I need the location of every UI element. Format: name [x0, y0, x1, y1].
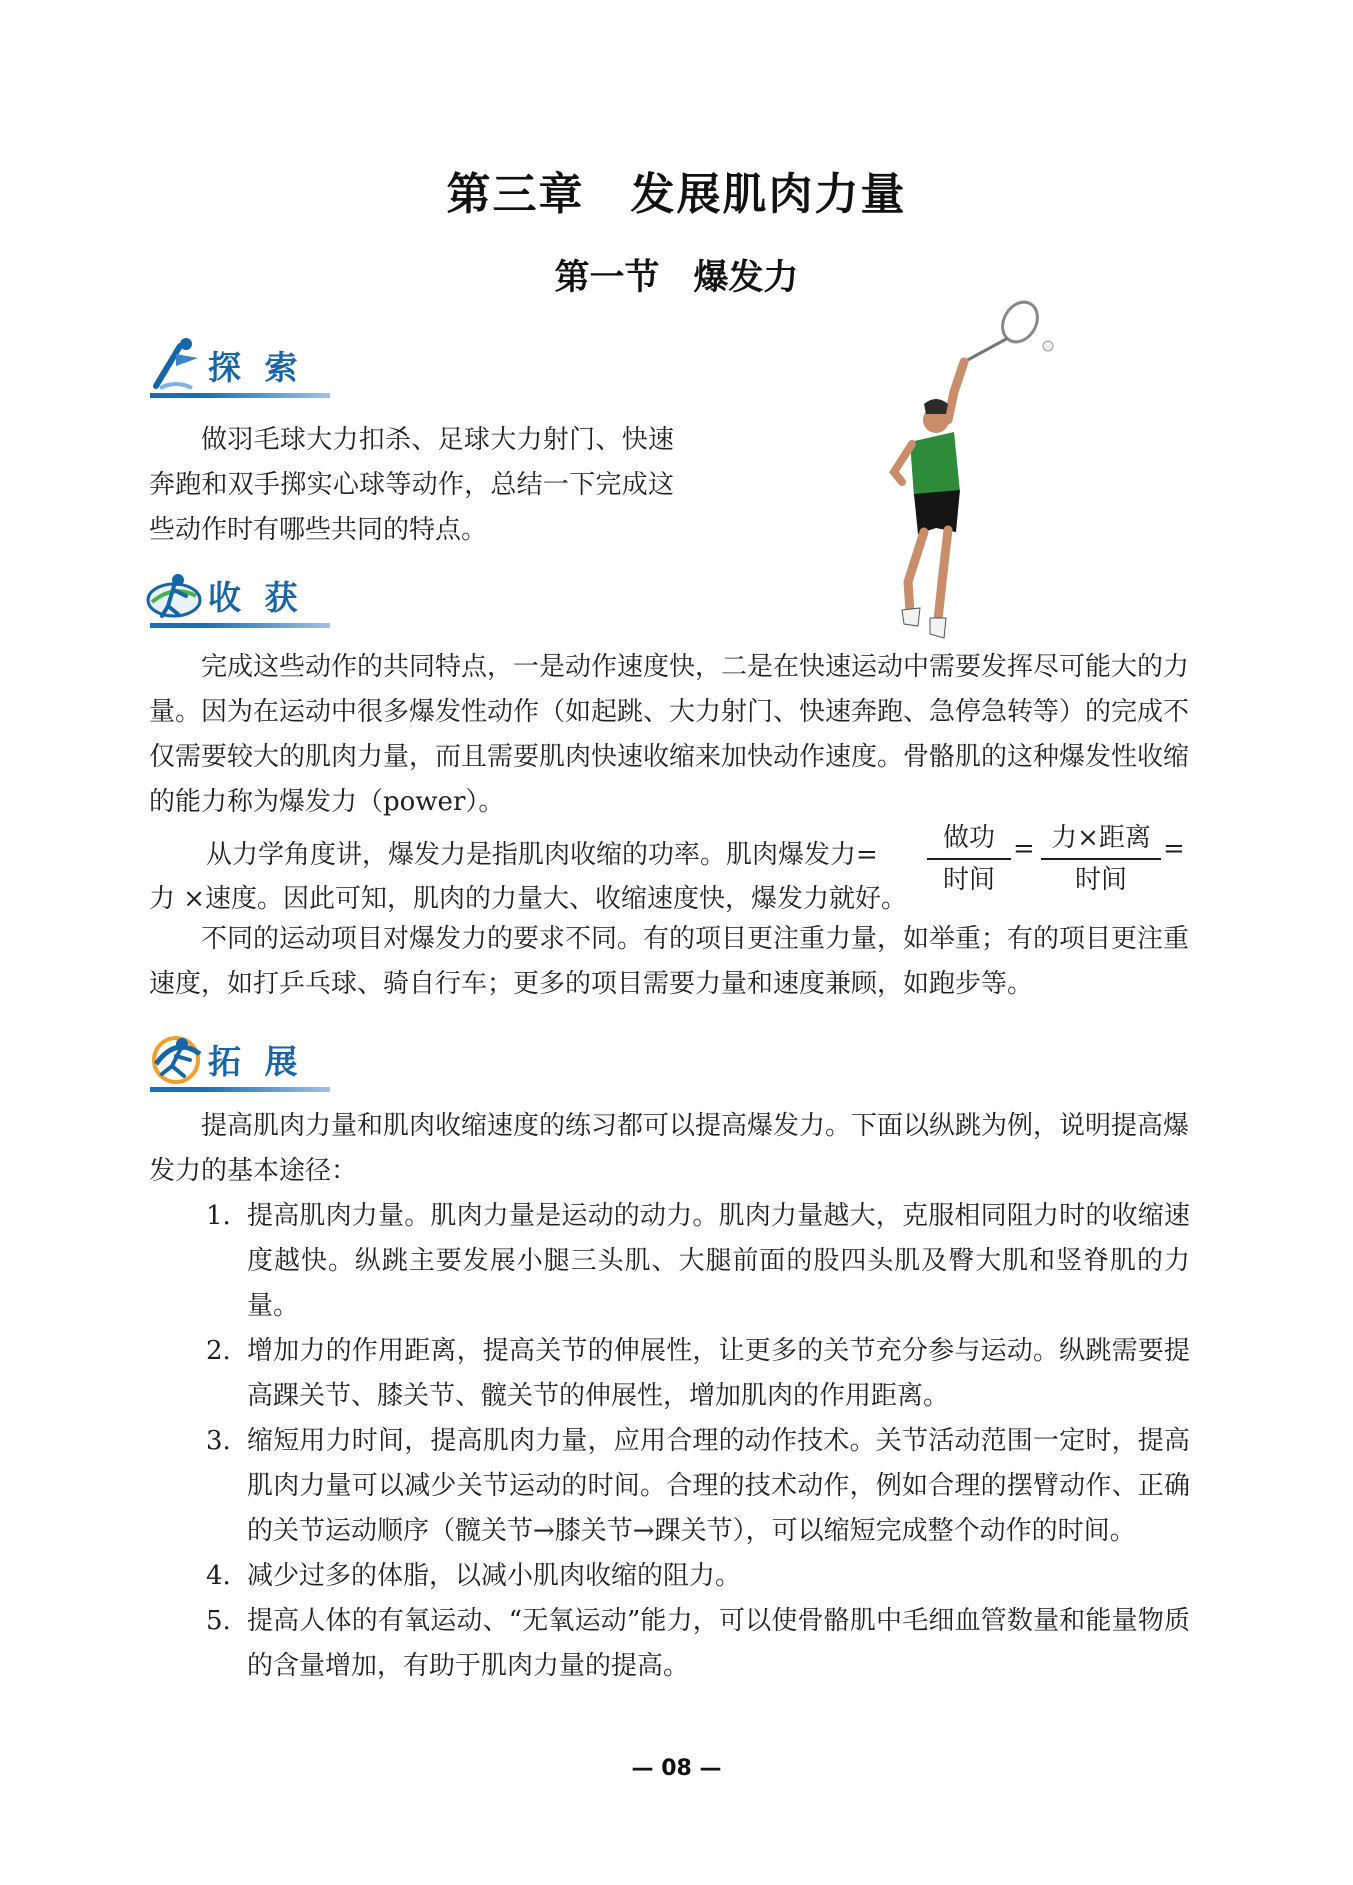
section-name: 爆发力	[693, 257, 799, 298]
explore-label: 探 索	[208, 348, 304, 387]
equals-sign-1: =	[1013, 834, 1035, 864]
formula-lead-text: 从力学角度讲，爆发力是指肌肉收缩的功率。肌肉爆发力=	[206, 840, 878, 870]
harvest-underline	[150, 623, 330, 628]
list-item: 1. 提高肌肉力量。肌肉力量是运动的动力。肌肉力量越大，克服相同阻力时的收缩速度越快。纵跳主要发展小腿三头肌、大腿前面的股四头肌及臀大肌和竖脊肌的力量。	[206, 1201, 1190, 1321]
list-item: 4. 减少过多的体脂，以减小肌肉收缩的阻力。	[206, 1561, 742, 1591]
power-formula	[149, 818, 1189, 914]
explore-header	[146, 336, 336, 400]
chapter-number: 第三章	[446, 169, 585, 220]
expand-list	[200, 1194, 1190, 1689]
explore-text: 做羽毛球大力扣杀、足球大力射门、快速奔跑和双手掷实心球等动作，总结一下完成这些动作时有哪些共同的特点。	[149, 425, 674, 545]
chapter-title	[0, 158, 1353, 222]
harvest-paragraph-1: 完成这些动作的共同特点，一是动作速度快，二是在快速运动中需要发挥尽可能大的力量。因为在运动中很多爆发性动作（如起跳、大力射门、快速奔跑、急停急转等）的完成不仅需要较大的肌肉力量，而且需要肌肉快速收缩来加快动作速度。骨骼肌的这种爆发性收缩的能力称为爆发力（power）。	[149, 652, 1190, 817]
list-item: 2. 增加力的作用距离，提高关节的伸展性，让更多的关节充分参与运动。纵跳需要提高踝关节、膝关节、髋关节的伸展性，增加肌肉的作用距离。	[206, 1336, 1190, 1411]
expand-underline	[150, 1087, 330, 1092]
fraction-work-over-time	[927, 818, 1011, 900]
expand-header	[146, 1030, 336, 1094]
expand-icon	[146, 1030, 210, 1090]
harvest-icon	[146, 566, 210, 626]
equals-sign-2: =	[1163, 834, 1185, 864]
harvest-header	[146, 566, 336, 630]
formula-tail-text: 力 ×速度。因此可知，肌肉的力量大、收缩速度快，爆发力就好。	[149, 884, 908, 914]
list-item: 3. 缩短用力时间，提高肌肉力量，应用合理的动作技术。关节活动范围一定时，提高肌肉力量可以减少关节运动的时间。合理的技术动作，例如合理的摆臂动作、正确的关节运动顺序（髋关节→膝关节→踝关节），可以缩短完成整个动作的时间。	[206, 1426, 1190, 1546]
badminton-player-image	[880, 292, 1070, 642]
explore-icon	[146, 336, 210, 396]
expand-intro: 提高肌肉力量和肌肉收缩速度的练习都可以提高爆发力。下面以纵跳为例，说明提高爆发力的基本途径：	[149, 1111, 1190, 1186]
page-number: — 08 —	[631, 1756, 722, 1781]
fraction-2-numerator: 力×距离	[1051, 823, 1151, 853]
section-number: 第一节	[554, 257, 660, 298]
list-item: 5. 提高人体的有氧运动、“无氧运动”能力，可以使骨骼肌中毛细血管数量和能量物质的含量增加，有助于肌肉力量的提高。	[206, 1606, 1190, 1681]
fraction-force-distance-over-time	[1041, 818, 1161, 900]
chapter-name: 发展肌肉力量	[630, 169, 907, 220]
fraction-1-numerator: 做功	[942, 823, 995, 853]
fraction-2-denominator: 时间	[1074, 865, 1127, 895]
explore-underline	[150, 393, 330, 398]
harvest-paragraph-3: 不同的运动项目对爆发力的要求不同。有的项目更注重力量，如举重；有的项目更注重速度，如打乒乓球、骑自行车；更多的项目需要力量和速度兼顾，如跑步等。	[149, 924, 1190, 999]
fraction-1-denominator: 时间	[942, 865, 995, 895]
harvest-label: 收 获	[208, 578, 304, 617]
expand-label: 拓 展	[208, 1042, 304, 1081]
section-title	[0, 250, 1353, 300]
